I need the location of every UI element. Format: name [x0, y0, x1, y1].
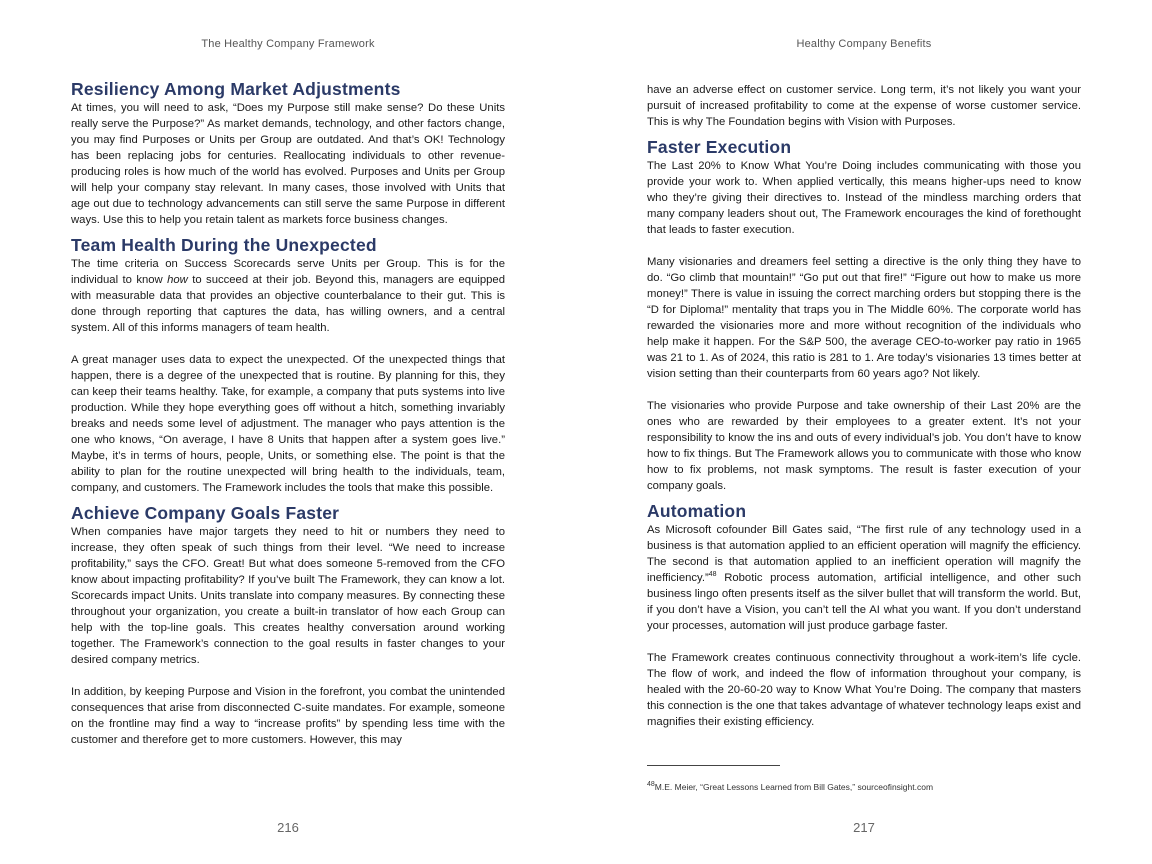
body-paragraph: Many visionaries and dreamers feel setting a directive is the only thing they have to do. “Go climb that mountain!” “Go put out that fire!” “Figure out how to make us more money!” There is value in issuing the correct marching orders but stopping there is the “D for Diploma!” mentality that traps you in The Middle 60%. The corporate world has rewarded the visionaries more and more without recognition of the individuals who help make it happen. For the S&P 500, the average CEO-to-worker pay ratio in 1965 was 21 to 1. As of 2024, this ratio is 281 to 1. Are today’s visionaries 13 times better at vision setting than their counterparts from 60 years ago? Not likely.	[647, 256, 1081, 380]
footnote-number: 48	[647, 781, 655, 789]
page-number: 216	[277, 820, 299, 835]
body-paragraph: The Last 20% to Know What You’re Doing includes communicating with those you provide your work to. When applied vertically, this means higher-ups need to know who they’re giving their directives to. Instead of the mindless marching orders that many company leaders shout out, The Framework encourages the kind of forethought that leads to faster execution.	[647, 160, 1081, 236]
footnote-ref: 48	[708, 571, 717, 579]
body-paragraph: When companies have major targets they need to hit or numbers they need to increase, they often speak of such things from their level. “We need to increase profitability,” says the CFO. Great! But what does someone 5-removed from the CFO know about impacting profitability? If you’ve built The Framework, they can know a lot. Scorecards impact Units. Units translate into company measures. By connecting these throughout your organization, you create a built-in translator of how each Group can help with the top-line goals. This creates healthy conversation around working together. The Framework’s connection to the goal results in faster changes to your desired company metrics.	[71, 526, 505, 666]
emphasis: how	[167, 274, 188, 286]
body-paragraph: The Framework creates continuous connectivity throughout a work-item’s life cycle. The flow of work, and indeed the flow of information throughout your company, is healed with the 20-60-20 way to Know What You’re Doing. The company that masters this connection is the one that takes advantage of whatever technology leaps exist and magnifies their existing efficiency.	[647, 652, 1081, 728]
body-paragraph: have an adverse effect on customer service. Long term, it’s not likely you want your pursuit of increased profitability to come at the expense of worse customer service. This is why The Foundation begins with Vision with Purposes.	[647, 84, 1081, 128]
body-paragraph: In addition, by keeping Purpose and Vision in the forefront, you combat the unintended consequences that arise from disconnected C-suite mandates. For example, someone on the frontline may find a way to “increase profits” by spending less time with the customer and therefore get to more customers. However, this may	[71, 686, 505, 746]
body-paragraph: A great manager uses data to expect the unexpected. Of the unexpected things that happen, there is a degree of the unexpected that is routine. By planning for this, they can keep their teams healthy. Take, for example, a company that puts systems into live production. While they hope everything goes off without a hitch, something invariably breaks and needs some level of adjustment. The manager who pays attention is the one who knows, “On average, I have 8 Units that happen after a system goes live.” Maybe, it’s in terms of hours, people, Units, or something else. The point is that the ability to plan for the routine unexpected will bring health to the individuals, team, company, and customers. The Framework includes the tools that make this possible.	[71, 354, 505, 494]
section-heading: Resiliency Among Market Adjustments	[71, 79, 401, 99]
body-paragraph: The time criteria on Success Scorecards serve Units per Group. This is for the individual to know how to succeed at their job. Beyond this, managers are equipped with measurable data that provides an objective counterbalance to their gut. This is done through reporting that captures the data, has willing owners, and a central system. All of this informs managers of team health.	[71, 258, 505, 334]
right-page	[647, 0, 1081, 864]
section-heading: Achieve Company Goals Faster	[71, 503, 340, 523]
left-page	[71, 0, 505, 864]
page-content	[647, 82, 1081, 730]
body-paragraph: The visionaries who provide Purpose and take ownership of their Last 20% are the ones who are rewarded by their employees to a greater extent. It’s not your responsibility to know the ins and outs of every individual’s job. You don’t have to know how to fix things. But The Framework allows you to communicate with those who know how to fix problems, not mask symptoms. The result is faster execution of your company goals.	[647, 400, 1081, 492]
body-paragraph: At times, you will need to ask, “Does my Purpose still make sense? Do these Units really serve the Purpose?” As market demands, technology, and other factors change, you may find Purposes or Units per Group are outdated. And that’s OK! Technology has been replacing jobs for centuries. Reallocating individuals to other revenue-producing roles is how much of the world has evolved. Purposes and Units per Group will help your company stay relevant. In many cases, those involved with Units that age out due to technology advancements can still serve the same Purpose in different ways. Use this to help you retain talent as markets force business changes.	[71, 102, 505, 226]
page-number: 217	[853, 820, 875, 835]
section-heading: Team Health During the Unexpected	[71, 235, 377, 255]
page-content	[71, 78, 505, 748]
running-head: The Healthy Company Framework	[201, 38, 375, 50]
body-paragraph: As Microsoft cofounder Bill Gates said, “The first rule of any technology used in a business is that automation applied to an efficient operation will magnify the efficiency. The second is that automation applied to an inefficient operation will magnify the inefficiency.”$^{48}$ Robotic process automation, artificial intelligence, and other such business lingo often presents itself as the silver bullet that will transform the world. But, if you don’t have a Vision, you can’t tell the AI what you want. If you don’t understand your processes, automation will just produce garbage faster.	[647, 524, 1081, 632]
section-heading: Automation	[647, 501, 747, 521]
running-head: Healthy Company Benefits	[796, 38, 932, 50]
footnote-rule	[647, 765, 780, 766]
section-heading: Faster Execution	[647, 137, 792, 157]
footnote: $^{48}$M.E. Meier, “Great Lessons Learned from Bill Gates,” sourceofinsight.com	[647, 781, 934, 792]
